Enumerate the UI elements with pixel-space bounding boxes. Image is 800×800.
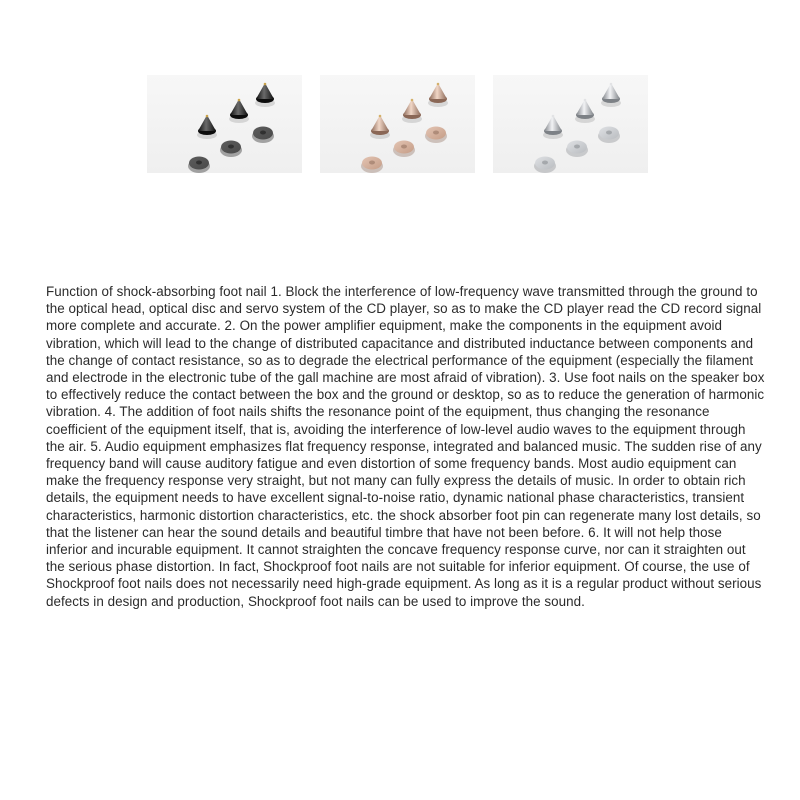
spike-cone-icon: [602, 83, 620, 99]
product-photo-black: [147, 75, 302, 173]
spike-cone-icon: [544, 115, 562, 131]
spike-cone-icon: [230, 99, 248, 115]
spike-cone-icon: [429, 83, 447, 99]
spike-cone-icon: [198, 115, 216, 131]
spike-cone-icon: [576, 99, 594, 115]
spike-cone-icon: [403, 99, 421, 115]
product-photo-row: [147, 75, 648, 173]
product-photo-rose-gold: [320, 75, 475, 173]
spike-cone-icon: [371, 115, 389, 131]
product-description: Function of shock-absorbing foot nail 1. Block the interference of low-frequency wave transmitted through the ground to the optical head, optical disc and servo system of the CD player, so as to make the CD player read the CD record signal more complete and accurate. 2. On the power amplifier equipment, make the components in the equipment avoid vibration, which will lead to the change of distributed capacitance and distributed inductance between components and the change of contact resistance, so as to degrade the electrical performance of the equipment (especially the filament and electrode in the electronic tube of the gall machine are most afraid of vibration). 3. Use foot nails on the speaker box to effectively reduce the contact between the box and the ground or desktop, so as to reduce the generation of harmonic vibration. 4. The addition of foot nails shifts the resonance point of the equipment, thus changing the resonance coefficient of the equipment itself, that is, avoiding the interference of low-level audio waves to the equipment through the air. 5. Audio equipment emphasizes flat frequency response, integrated and balanced music. The sudden rise of any frequency band will cause auditory fatigue and even distortion of some frequency bands. Most audio equipment can make the frequency response very straight, but not many can fully express the details of music. In order to obtain rich details, the equipment needs to have excellent signal-to-noise ratio, dynamic national phase characteristics, transient characteristics, harmonic distortion characteristics, etc. the shock absorber foot pin can regenerate many lost details, so that the listener can hear the sound details and beautiful timbre that have not been before. 6. It will not help those inferior and incurable equipment. It cannot straighten the concave frequency response curve, nor can it straighten out the serious phase distortion. In fact, Shockproof foot nails are not suitable for inferior equipment. Of course, the use of Shockproof foot nails does not necessarily need high-grade equipment. As long as it is a regular product without serious defects in design and production, Shockproof foot nails can be used to improve the sound.: [46, 284, 765, 609]
spike-cone-icon: [256, 83, 274, 99]
product-photo-silver: [493, 75, 648, 173]
